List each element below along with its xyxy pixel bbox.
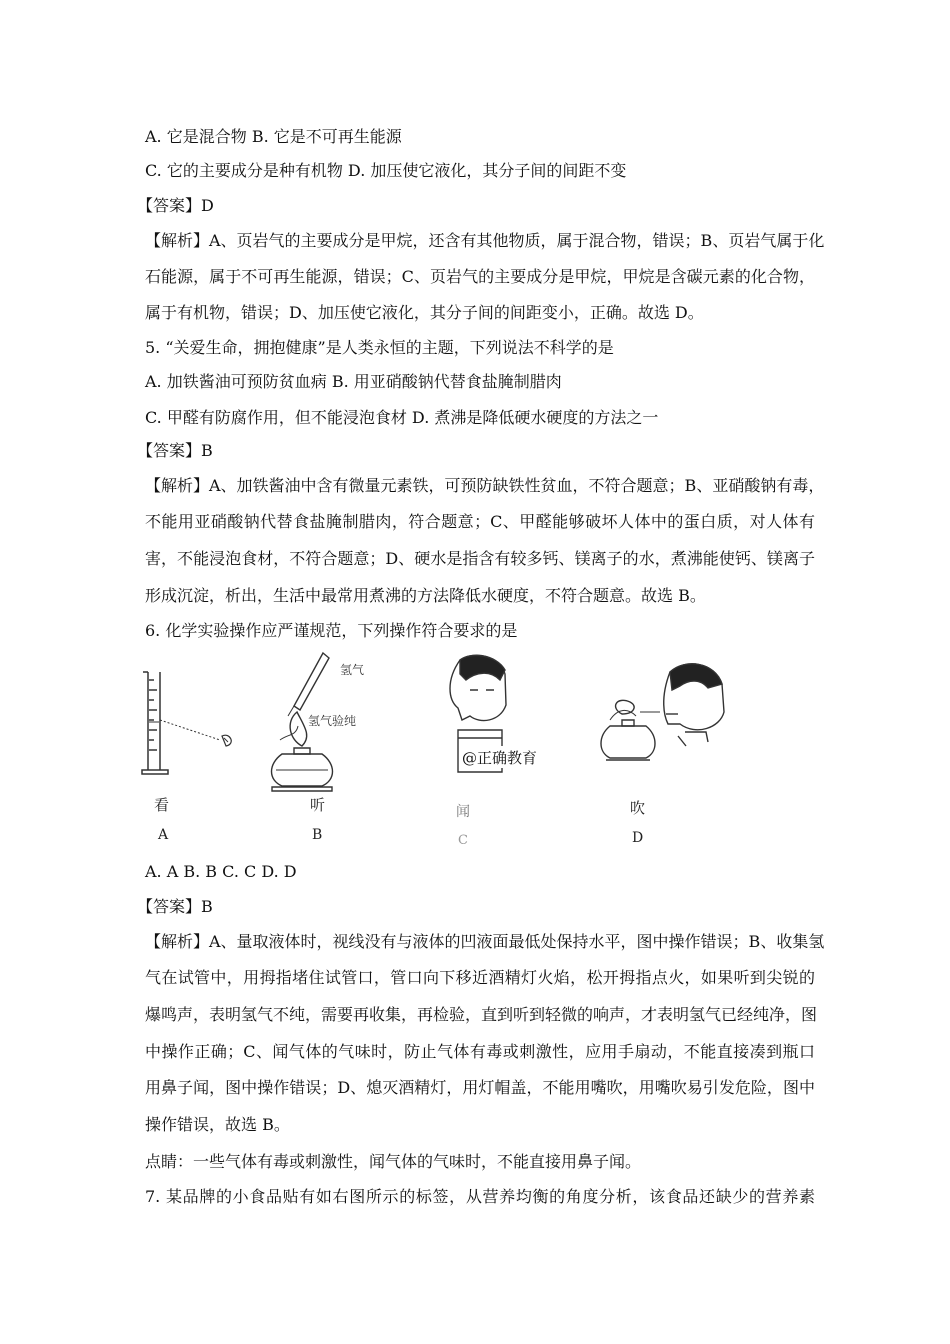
- q5-analysis-line: 形成沉淀，析出，生活中最常用煮沸的方法降低水硬度，不符合题意。故选 B。: [145, 586, 706, 605]
- figure-b-label: B: [312, 827, 323, 843]
- q4-answer: 【答案】D: [137, 196, 214, 215]
- q6-stem: 6. 化学实验操作应严谨规范，下列操作符合要求的是: [145, 621, 518, 640]
- q5-options-ab: A. 加铁酱油可预防贫血病 B. 用亚硝酸钠代替食盐腌制腊肉: [145, 372, 562, 391]
- q4-analysis-line: 属于有机物，错误；D、加压使它液化，其分子间的间距变小，正确。故选 D。: [145, 303, 704, 322]
- tube-label-hydrogen-test: 氢气验纯: [308, 714, 357, 728]
- figure-c-label: C: [458, 833, 468, 848]
- q4-analysis-line: 石能源，属于不可再生能源，错误；C、页岩气的主要成分是甲烷，甲烷是含碳元素的化合物，: [145, 267, 815, 286]
- q6-analysis-line: 操作错误，故选 B。: [145, 1115, 290, 1134]
- q5-options-cd: C. 甲醛有防腐作用，但不能浸泡食材 D. 煮沸是降低硬水硬度的方法之一: [145, 408, 659, 427]
- figure-a-action-label: 看: [154, 796, 170, 814]
- q5-analysis-line: 不能用亚硝酸钠代替食盐腌制腊肉，符合题意；C、甲醛能够破坏人体中的蛋白质，对人体有: [145, 512, 815, 531]
- q6-analysis-line: 中操作正确；C、闻气体的气味时，防止气体有毒或刺激性，应用手扇动，不能直接凑到瓶口: [145, 1042, 815, 1061]
- q4-options-cd: C. 它的主要成分是种有机物 D. 加压使它液化，其分子间的间距不变: [145, 161, 627, 180]
- q6-answer: 【答案】B: [137, 897, 213, 916]
- q7-stem: 7. 某品牌的小食品贴有如右图所示的标签，从营养均衡的角度分析，该食品还缺少的营养素: [145, 1187, 815, 1206]
- tube-label-hydrogen: 氢气: [340, 663, 365, 677]
- graduated-cylinder-illustration: [142, 672, 231, 774]
- blowing-alcohol-lamp-illustration: [601, 664, 724, 760]
- figure-b-action-label: 听: [310, 796, 326, 814]
- q5-stem: 5. “关爱生命，拥抱健康”是人类永恒的主题，下列说法不科学的是: [145, 338, 614, 357]
- q6-analysis-line: 气在试管中，用拇指堵住试管口，管口向下移近酒精灯火焰，松开拇指点火，如果听到尖锐的: [145, 968, 815, 987]
- q6-analysis-line: 爆鸣声，表明氢气不纯，需要再收集，再检验，直到听到轻微的响声，才表明氢气已经纯净，图: [145, 1005, 818, 1024]
- q6-tip: 点睛：一些气体有毒或刺激性，闻气体的气味时，不能直接用鼻子闻。: [145, 1152, 642, 1171]
- q5-analysis-line: 【解析】A、加铁酱油中含有微量元素铁，可预防缺铁性贫血，不符合题意；B、亚硝酸钠有毒，: [145, 476, 825, 495]
- figure-c-action-label: 闻: [456, 804, 470, 820]
- q6-options: A. A B. B C. C D. D: [145, 862, 297, 881]
- q6-analysis-line: 【解析】A、量取液体时，视线没有与液体的凹液面最低处保持水平，图中操作错误；B、收集氢: [145, 932, 825, 951]
- q4-options-ab: A. 它是混合物 B. 它是不可再生能源: [145, 127, 402, 146]
- q6-analysis-line: 用鼻子闻，图中操作错误；D、熄灭酒精灯，用灯帽盖，不能用嘴吹，用嘴吹易引发危险，图中: [145, 1078, 815, 1097]
- watermark-text: @正确教育: [462, 749, 538, 767]
- q5-answer: 【答案】B: [137, 441, 213, 460]
- q4-analysis-line: 【解析】A、页岩气的主要成分是甲烷，还含有其他物质，属于混合物，错误；B、页岩气属于化: [145, 231, 825, 250]
- figure-d-action-label: 吹: [630, 799, 646, 817]
- figure-a-label: A: [158, 827, 169, 843]
- lab-operations-figure: [140, 650, 820, 850]
- figure-d-label: D: [632, 830, 644, 846]
- q5-analysis-line: 害，不能浸泡食材，不符合题意；D、硬水是指含有较多钙、镁离子的水，煮沸能使钙、镁离子: [145, 549, 815, 568]
